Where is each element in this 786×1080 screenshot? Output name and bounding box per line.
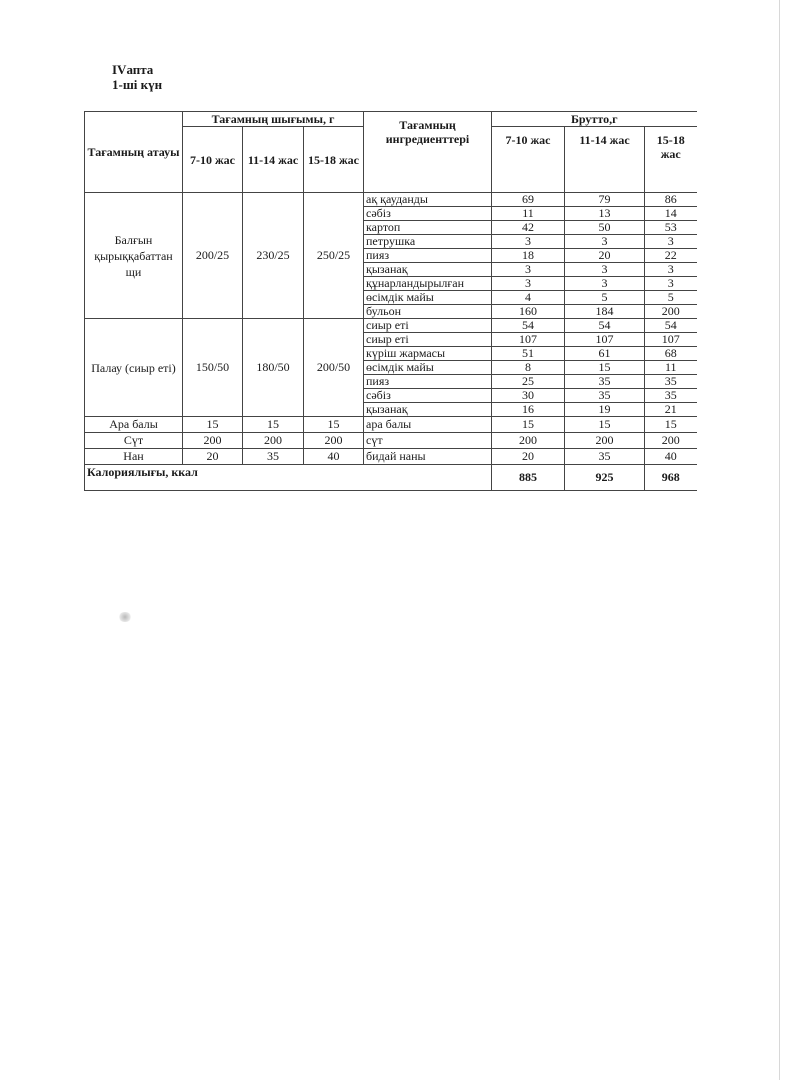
brutto-value: 13 bbox=[565, 207, 645, 221]
brutto-value: 19 bbox=[565, 403, 645, 417]
dish-output: 15 bbox=[304, 417, 364, 433]
ingredient-name: өсімдік майы bbox=[364, 291, 492, 305]
brutto-value: 25 bbox=[492, 375, 565, 389]
brutto-value: 107 bbox=[565, 333, 645, 347]
dish-output: 200 bbox=[304, 433, 364, 449]
header-brutto: Брутто,г bbox=[492, 112, 697, 127]
brutto-value: 15 bbox=[565, 417, 645, 433]
menu-table bbox=[84, 111, 697, 491]
brutto-value: 68 bbox=[645, 347, 697, 361]
header-dish-name: Тағамның атауы bbox=[85, 112, 183, 193]
brutto-value: 184 bbox=[565, 305, 645, 319]
ingredient-name: сәбіз bbox=[364, 389, 492, 403]
table-row bbox=[85, 193, 697, 207]
brutto-value: 79 bbox=[565, 193, 645, 207]
total-value: 968 bbox=[645, 465, 697, 491]
brutto-value: 200 bbox=[565, 433, 645, 449]
ingredient-name: қызанақ bbox=[364, 403, 492, 417]
brutto-value: 107 bbox=[492, 333, 565, 347]
ingredient-name: картоп bbox=[364, 221, 492, 235]
brutto-value: 21 bbox=[645, 403, 697, 417]
brutto-value: 3 bbox=[492, 263, 565, 277]
dish-output: 180/50 bbox=[243, 319, 304, 417]
dish-output: 20 bbox=[183, 449, 243, 465]
dish-name: Сүт bbox=[85, 433, 183, 449]
brutto-value: 14 bbox=[645, 207, 697, 221]
ingredient-name: ара балы bbox=[364, 417, 492, 433]
brutto-value: 11 bbox=[645, 361, 697, 375]
brutto-value: 53 bbox=[645, 221, 697, 235]
total-row bbox=[85, 465, 697, 491]
brutto-value: 54 bbox=[492, 319, 565, 333]
header-ingredients: Тағамның ингредиенттері bbox=[364, 112, 492, 193]
ingredient-name: ақ қауданды bbox=[364, 193, 492, 207]
brutto-value: 3 bbox=[645, 235, 697, 249]
ingredient-name: пияз bbox=[364, 375, 492, 389]
header-output-age-1: 7-10 жас bbox=[183, 127, 243, 193]
day-label: 1-ші күн bbox=[112, 77, 163, 92]
brutto-value: 8 bbox=[492, 361, 565, 375]
brutto-value: 3 bbox=[565, 277, 645, 291]
dish-output: 15 bbox=[183, 417, 243, 433]
dish-output: 200 bbox=[183, 433, 243, 449]
brutto-value: 107 bbox=[645, 333, 697, 347]
header-brutto-age-3: 15-18 жас bbox=[645, 127, 697, 193]
ingredient-name: сәбіз bbox=[364, 207, 492, 221]
brutto-value: 4 bbox=[492, 291, 565, 305]
brutto-value: 5 bbox=[645, 291, 697, 305]
dish-output: 35 bbox=[243, 449, 304, 465]
dish-output: 200 bbox=[243, 433, 304, 449]
scan-smudge bbox=[118, 612, 132, 622]
brutto-value: 35 bbox=[565, 389, 645, 403]
dish-name: Ара балы bbox=[85, 417, 183, 433]
header-brutto-age-2: 11-14 жас bbox=[565, 127, 645, 193]
ingredient-name: бульон bbox=[364, 305, 492, 319]
header-output: Тағамның шығымы, г bbox=[183, 112, 364, 127]
dish-output: 200/50 bbox=[304, 319, 364, 417]
brutto-value: 35 bbox=[565, 449, 645, 465]
week-label: IVапта bbox=[112, 62, 154, 77]
ingredient-name: сиыр еті bbox=[364, 333, 492, 347]
brutto-value: 50 bbox=[565, 221, 645, 235]
brutto-value: 15 bbox=[565, 361, 645, 375]
brutto-value: 51 bbox=[492, 347, 565, 361]
brutto-value: 3 bbox=[492, 235, 565, 249]
brutto-value: 20 bbox=[492, 449, 565, 465]
brutto-value: 11 bbox=[492, 207, 565, 221]
brutto-value: 54 bbox=[565, 319, 645, 333]
brutto-value: 30 bbox=[492, 389, 565, 403]
brutto-value: 22 bbox=[645, 249, 697, 263]
brutto-value: 35 bbox=[645, 389, 697, 403]
brutto-value: 200 bbox=[645, 305, 697, 319]
brutto-value: 3 bbox=[565, 263, 645, 277]
brutto-value: 18 bbox=[492, 249, 565, 263]
brutto-value: 15 bbox=[492, 417, 565, 433]
header-output-age-2: 11-14 жас bbox=[243, 127, 304, 193]
brutto-value: 5 bbox=[565, 291, 645, 305]
dish-name: Балғын қырыққабаттан щи bbox=[85, 193, 183, 319]
ingredient-name: сиыр еті bbox=[364, 319, 492, 333]
brutto-value: 54 bbox=[645, 319, 697, 333]
ingredient-name: петрушка bbox=[364, 235, 492, 249]
ingredient-name: сүт bbox=[364, 433, 492, 449]
header-brutto-age-1: 7-10 жас bbox=[492, 127, 565, 193]
ingredient-name: қызанақ bbox=[364, 263, 492, 277]
ingredient-name: күріш жармасы bbox=[364, 347, 492, 361]
dish-output: 40 bbox=[304, 449, 364, 465]
ingredient-name: пияз bbox=[364, 249, 492, 263]
brutto-value: 35 bbox=[565, 375, 645, 389]
dish-output: 250/25 bbox=[304, 193, 364, 319]
brutto-value: 3 bbox=[565, 235, 645, 249]
brutto-value: 42 bbox=[492, 221, 565, 235]
dish-output: 200/25 bbox=[183, 193, 243, 319]
dish-output: 15 bbox=[243, 417, 304, 433]
brutto-value: 3 bbox=[645, 263, 697, 277]
table-row bbox=[85, 319, 697, 333]
brutto-value: 35 bbox=[645, 375, 697, 389]
brutto-value: 3 bbox=[645, 277, 697, 291]
table-row bbox=[85, 449, 697, 465]
brutto-value: 69 bbox=[492, 193, 565, 207]
total-value: 885 bbox=[492, 465, 565, 491]
table-row bbox=[85, 433, 697, 449]
dish-output: 230/25 bbox=[243, 193, 304, 319]
dish-name: Нан bbox=[85, 449, 183, 465]
brutto-value: 200 bbox=[492, 433, 565, 449]
brutto-value: 86 bbox=[645, 193, 697, 207]
dish-output: 150/50 bbox=[183, 319, 243, 417]
ingredient-name: құнарландырылған bbox=[364, 277, 492, 291]
brutto-value: 40 bbox=[645, 449, 697, 465]
brutto-value: 3 bbox=[492, 277, 565, 291]
dish-name: Палау (сиыр еті) bbox=[85, 319, 183, 417]
brutto-value: 61 bbox=[565, 347, 645, 361]
brutto-value: 15 bbox=[645, 417, 697, 433]
page-edge bbox=[779, 0, 780, 1080]
header-output-age-3: 15-18 жас bbox=[304, 127, 364, 193]
brutto-value: 160 bbox=[492, 305, 565, 319]
brutto-value: 16 bbox=[492, 403, 565, 417]
total-value: 925 bbox=[565, 465, 645, 491]
ingredient-name: бидай наны bbox=[364, 449, 492, 465]
brutto-value: 20 bbox=[565, 249, 645, 263]
table-row bbox=[85, 417, 697, 433]
ingredient-name: өсімдік майы bbox=[364, 361, 492, 375]
total-label: Калориялығы, ккал bbox=[85, 465, 492, 491]
brutto-value: 200 bbox=[645, 433, 697, 449]
page-heading bbox=[112, 62, 162, 92]
